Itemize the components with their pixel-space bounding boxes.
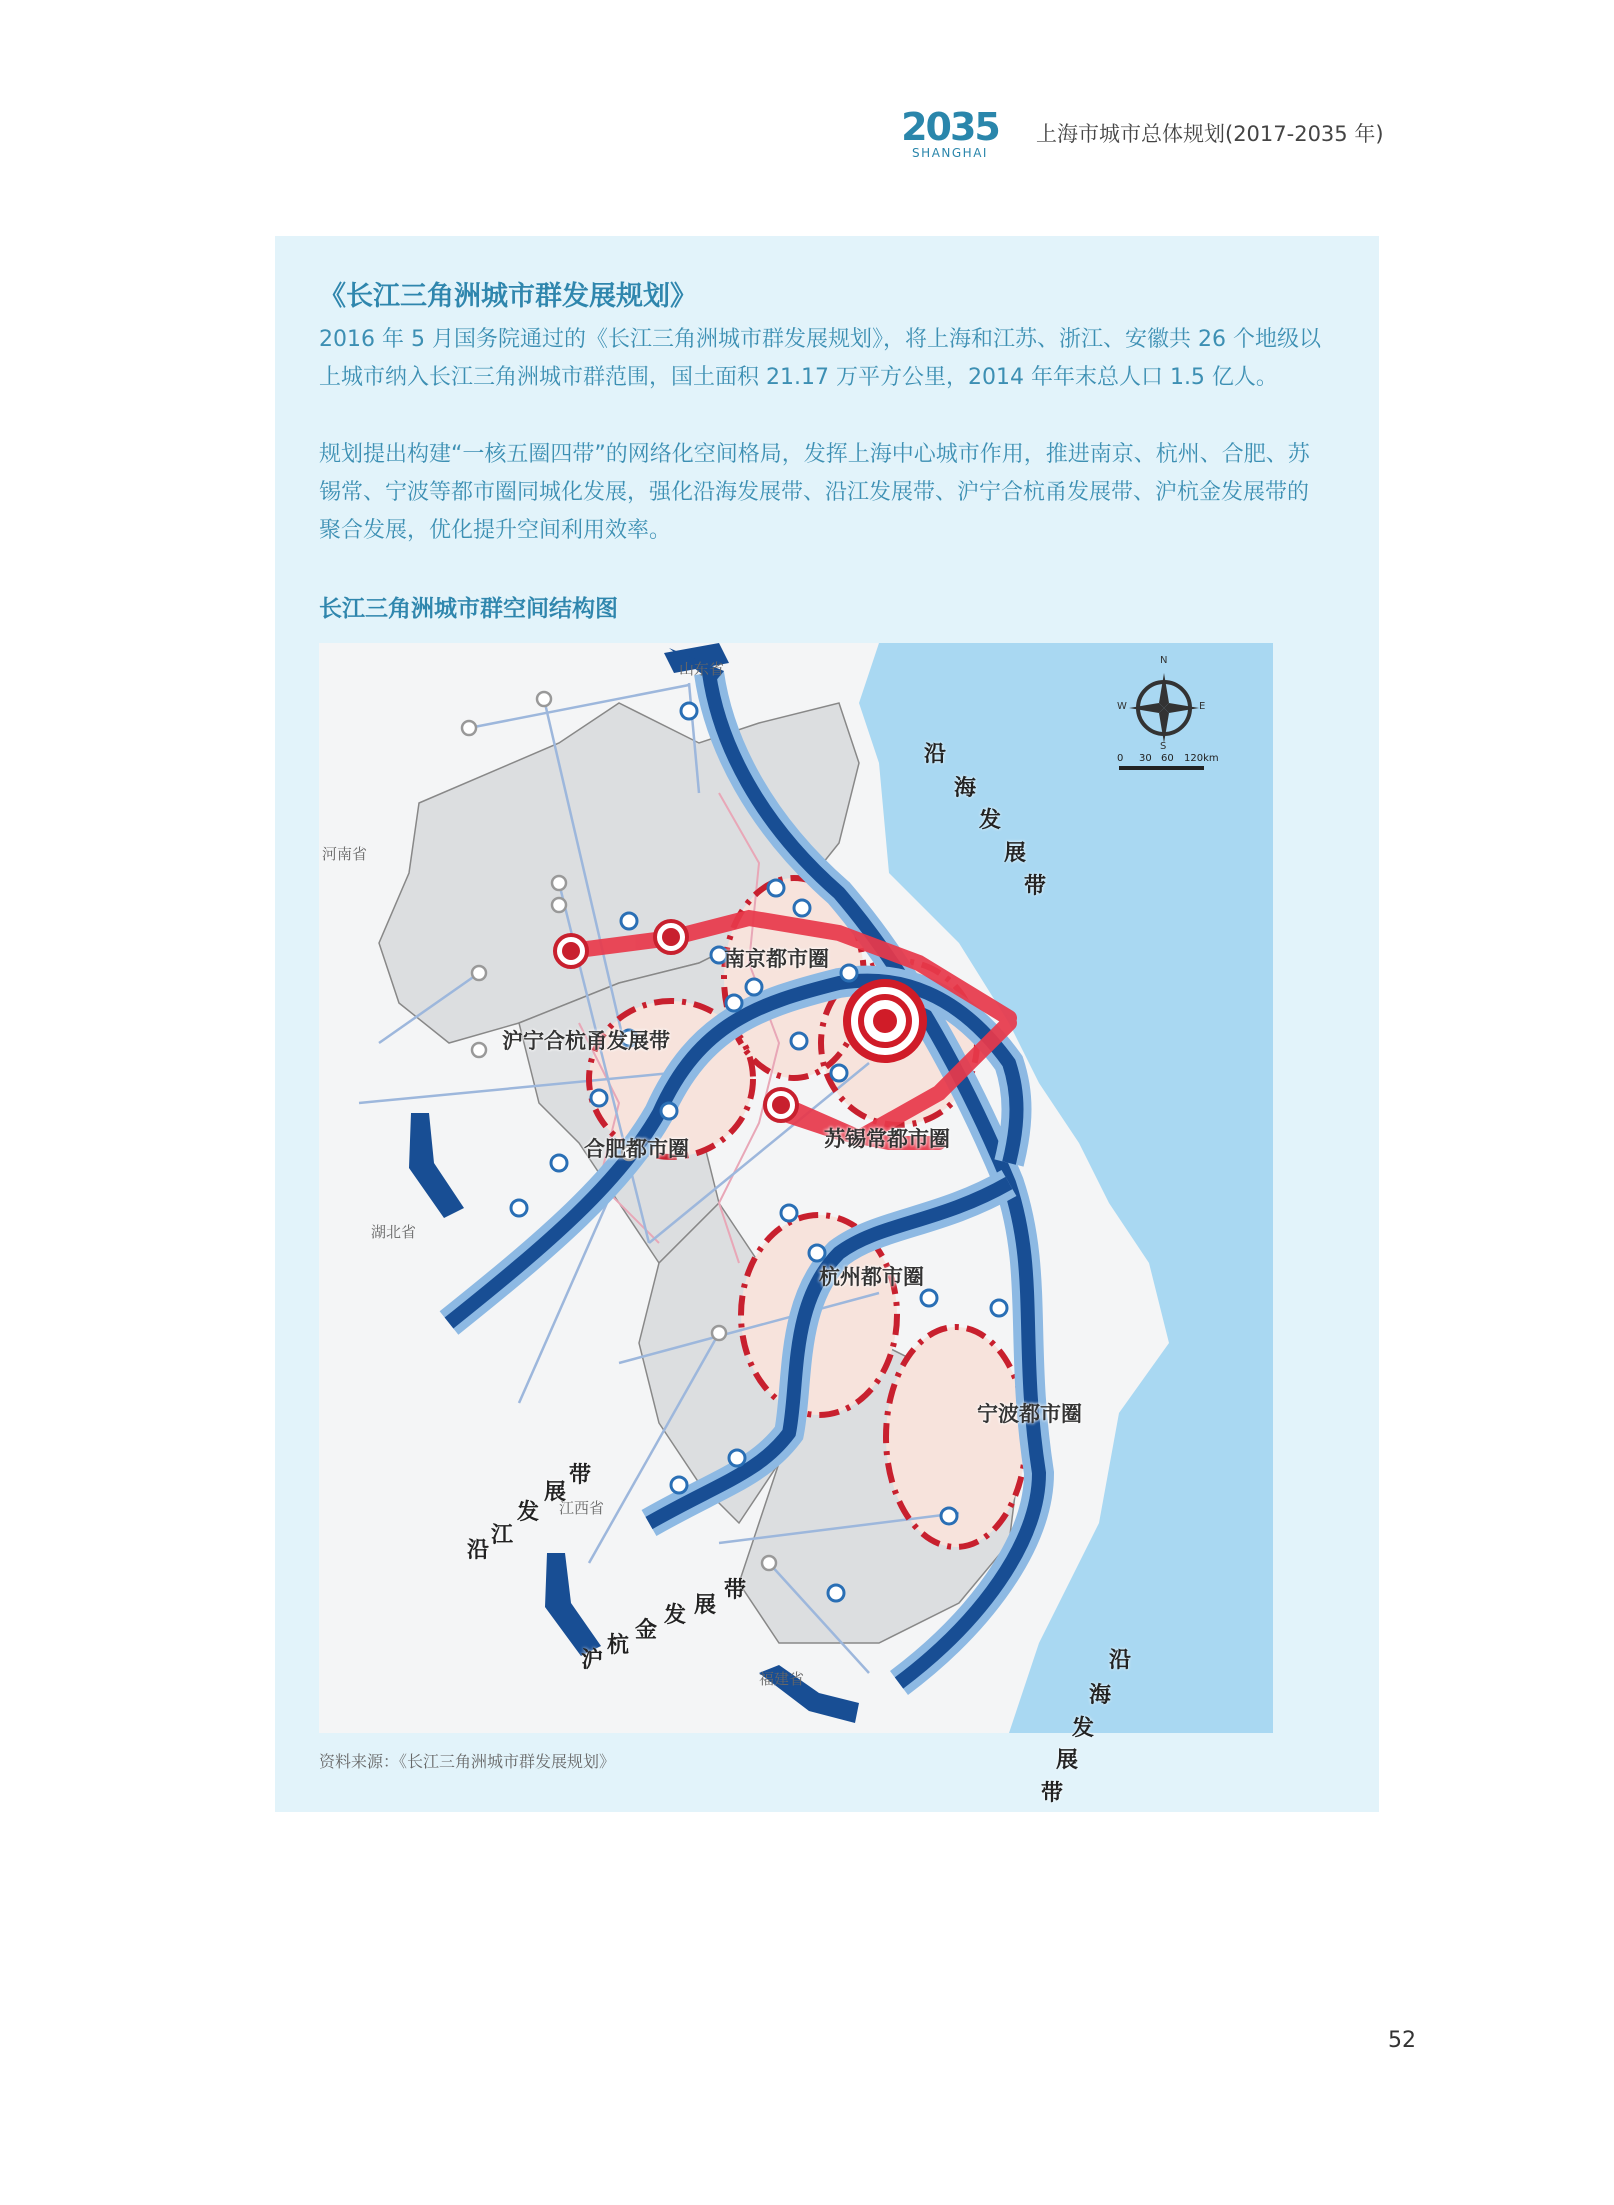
province-henan: 河南省 [322,845,368,863]
logo-subtitle: SHANGHAI [912,146,988,160]
belt-river-char: 沿 [467,1538,490,1563]
logo-number: 2035 [901,105,999,149]
belt-coastal-north-char: 沿 [924,742,947,767]
ring-ningbo: 宁波都市圈 [977,1402,1082,1426]
document-title: 上海市城市总体规划(2017-2035 年) [1036,122,1384,146]
compass-west: W [1117,701,1127,712]
belt-river-char: 发 [517,1500,540,1525]
ring-suxichang: 苏锡常都市圈 [824,1127,950,1151]
belt-hu-ning-he-hang-yong: 沪宁合杭甬发展带 [502,1029,670,1053]
map-graphic [319,643,1273,1733]
province-jiangxi: 江西省 [559,1499,605,1517]
compass-south: S [1160,741,1167,752]
logo-2035-shanghai [895,105,1005,164]
belt-hu-hang-jin-char: 展 [694,1593,717,1618]
source-note: 资料来源：《长江三角洲城市群发展规划》 [319,1752,616,1771]
panel-title: 《长江三角洲城市群发展规划》 [319,281,697,312]
ring-hefei: 合肥都市圈 [584,1137,689,1161]
belt-hu-hang-jin-char: 金 [635,1618,658,1643]
ring-hangzhou: 杭州都市圈 [819,1265,924,1289]
compass-east: E [1199,701,1206,712]
compass-north: N [1160,655,1168,666]
scale-tick-30: 30 [1139,753,1152,764]
province-shandong: 山东省 [679,660,725,678]
province-fujian: 福建省 [759,1670,805,1688]
belt-coastal-south-char: 发 [1072,1716,1095,1741]
belt-coastal-south-char: 沿 [1109,1648,1132,1673]
scale-tick-0: 0 [1117,753,1124,764]
paragraph-intro: 2016 年 5 月国务院通过的《长江三角洲城市群发展规划》，将上海和江苏、浙江、安徽共 26 个地级以上城市纳入长江三角洲城市群范围，国土面积 21.17 万平方公里，2014 年年末总人口 1.5 亿人。 [319,327,1321,390]
belt-coastal-south-char: 海 [1089,1683,1112,1708]
belt-hu-hang-jin-char: 杭 [607,1633,630,1658]
belt-coastal-south-char: 带 [1041,1781,1064,1806]
compass-rose [1109,653,1219,783]
belt-river-char: 带 [569,1463,592,1488]
belt-coastal-north-char: 展 [1004,841,1027,866]
scale-tick-60: 60 [1161,753,1174,764]
province-hubei: 湖北省 [371,1223,417,1241]
page-number: 52 [1388,2028,1416,2053]
belt-hu-hang-jin-char: 沪 [581,1648,604,1673]
belt-river-char: 展 [544,1480,567,1505]
belt-coastal-north-char: 带 [1024,874,1047,899]
belt-river-char: 江 [491,1523,514,1548]
paragraph-structure: 规划提出构建“一核五圈四带”的网络化空间格局，发挥上海中心城市作用，推进南京、杭州、合肥、苏锡常、宁波等都市圈同城化发展，强化沿海发展带、沿江发展带、沪宁合杭甬发展带、沪杭金发展带的聚合发展，优化提升空间利用效率。 [319,442,1310,543]
belt-hu-hang-jin-char: 发 [664,1603,687,1628]
belt-coastal-north-char: 海 [954,776,977,801]
belt-coastal-south-char: 展 [1056,1748,1079,1773]
ring-nanjing: 南京都市圈 [724,947,829,971]
scale-tick-120km: 120km [1184,753,1219,764]
belt-coastal-north-char: 发 [979,808,1002,833]
figure-title: 长江三角洲城市群空间结构图 [319,596,618,622]
info-panel [275,236,1379,1812]
belt-hu-hang-jin-char: 带 [724,1578,747,1603]
